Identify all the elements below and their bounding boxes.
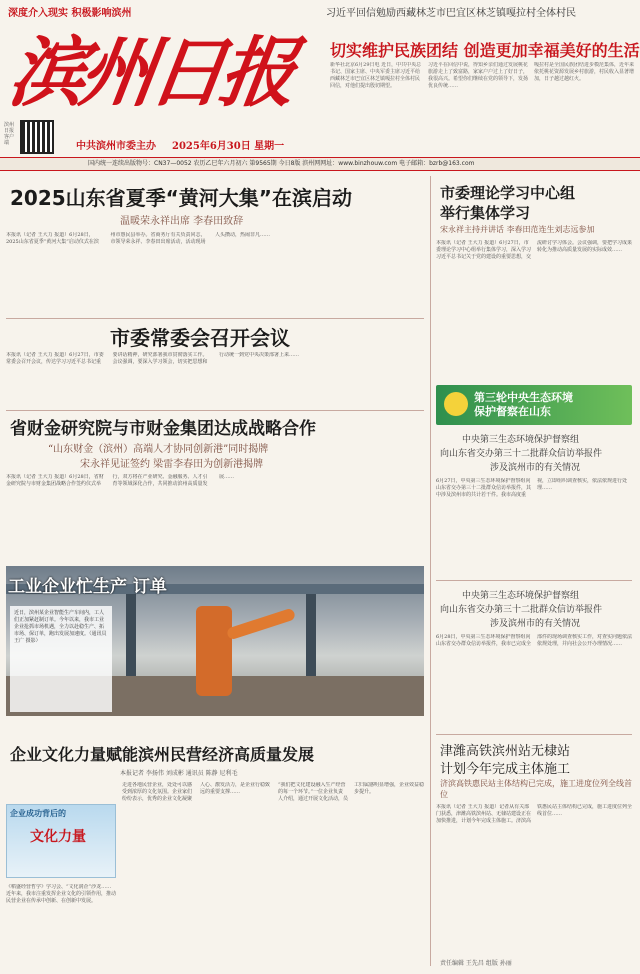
divider: [6, 318, 424, 319]
meeting-body: 本报讯（记者 王大力 报道）6月27日，市委常委会召开会议，传达学习习近平总书记重要讲话精神，研究部署我市贯彻落实工作。会议强调，要深入学习领会，切实把思想和行动统一到党中央决策部署上来……: [6, 352, 300, 366]
finance-subhead-2: 宋永祥见证签约 梁雷李春田为创新港揭牌: [80, 459, 264, 470]
rail-body: 本报讯（记者 王大力 报道）记者从有关部门获悉，津潍高铁滨州站、无棣站建设正在加快推进，计划今年完成主体施工。济滨高铁惠民站主体结构已完成，施工进度位列全线首位……: [436, 804, 632, 825]
rail-subhead: 济滨高铁惠民站主体结构已完成，施工进度位列全线首位: [440, 779, 632, 799]
divider: [436, 580, 632, 581]
qr-caption: 滨州日报客户端: [4, 122, 15, 146]
finance-subhead-1: “山东财金（滨州）高端人才协同创新港”同时揭牌: [48, 444, 269, 455]
culture-illustration-title: 企业成功背后的: [10, 809, 66, 818]
fair-subhead: 温暖荣永祥出席 李春田致辞: [120, 216, 244, 227]
info-bar: 国内统一连续出版物号：CN37—0052 农历乙巳年六月初六 第9565期 今日8版 滨州网网址：www.binzhouw.com 电子邮箱：bzrb@163.com: [0, 157, 640, 171]
fair-body: 本报讯（记者 王大力 报道）6月28日，2025山东省夏季“黄河大集”启动仪式在滨州市惠民县举办。省商务厅有关负责同志，市领导荣永祥、李春田出席活动，活动现场人头攒动，热闹非凡……: [6, 232, 271, 246]
banner-line-1: 第三轮中央生态环境: [474, 391, 573, 404]
banner-line-2: 保护督察在山东: [474, 405, 551, 418]
sponsor-label: 中共滨州市委主办: [76, 141, 156, 152]
culture-body-b: 走进各地民营企业，处处可以感受到浓厚的文化氛围。企业家们纷纷表示，优秀的企业文化凝聚人心、激发活力，是企业行稳致远的重要支撑……: [122, 782, 271, 803]
top-story-kicker: 习近平回信勉励西藏林芝市巴宜区林芝镇嘎拉村全体村民: [326, 8, 576, 19]
inspect1-headline-c: 涉及滨州市的有关情况: [490, 463, 581, 473]
issue-date: 2025年6月30日 星期一: [172, 141, 285, 152]
divider: [436, 734, 632, 735]
eco-badge-icon: [444, 392, 468, 416]
culture-body-a: 《稻盛经营哲学》学习会、“文化润企”沙龙……近年来，我市注重发挥企业文化的引领作用，推动民营企业在传承中创新、在创新中发展。: [6, 884, 116, 905]
fair-headline: 2025山东省夏季“黄河大集”在滨启动: [10, 186, 352, 210]
study-headline-2: 举行集体学习: [440, 204, 531, 222]
masthead: [0, 0, 640, 160]
divider: [6, 410, 424, 411]
photo-title: 工业企业忙生产 订单: [8, 577, 167, 597]
rail-headline-1: 津潍高铁滨州站无棣站: [440, 744, 571, 759]
finance-body: 本报讯（记者 王大力 报道）6月28日，省财金研究院与市财金集团战略合作签约仪式举行，双方将在产业研究、金融服务、人才引育等领域深化合作，共同推动滨州高质量发展……: [6, 474, 235, 488]
inspect1-headline-b: 向山东省交办第三十二批群众信访举报件: [440, 449, 603, 459]
banner-text: [474, 391, 573, 419]
photo-pillar: [126, 594, 136, 684]
rail-headline-2: 计划今年完成主体施工: [440, 762, 571, 777]
top-story-headline: 切实维护民族团结 创造更加幸福美好的生活: [330, 41, 640, 60]
top-story-body-b: 习近平在回信中说，得知乡亲们通过发展桃花旅游走上了致富路，家家户户过上了好日子，我很高兴。希望你们继续在党的领导下，发扬优良传统……: [428, 62, 528, 89]
meeting-headline: 市委常委会召开会议: [110, 326, 290, 350]
masthead-slogan: 深度介入现实 积极影响滨州: [8, 8, 132, 19]
inspect1-body: 6月27日，中央第三生态环境保护督察组向山东省交办第三十二批群众信访举报件，其中涉及滨州市的共计若干件。我市高度重视，立即组织调查核实，依法依规进行处理……: [436, 478, 628, 499]
culture-illustration-word: 文化力量: [30, 829, 86, 845]
robot-arm-base: [196, 606, 232, 696]
photo-pillar: [306, 594, 316, 684]
top-story-body-c: 嘎拉村是全国民族团结进步模范集体，近年来依托桃花资源发展乡村旅游，村民收入显著增加，日子越过越红火。: [534, 62, 634, 82]
photo-caption: 近日，滨州某企业智能生产车间内，工人们正加紧赶制订单。今年以来，我市工业企业抢抓市场机遇，全力以赴稳生产、拓市场、保订单，跑出发展加速度。（通讯员 王广 摄影）: [10, 606, 112, 712]
inspect2-body: 6月28日，中央第三生态环境保护督察组向山东省交办群众信访举报件，我市已完成全部件的现场调查核实工作，对查实问题依法依规处理，并向社会公开办理情况……: [436, 634, 632, 648]
study-subhead: 宋永祥主持并讲话 李春田范连生刘志远参加: [440, 225, 595, 234]
newspaper-logo: 滨州日报: [3, 28, 297, 117]
inspect2-headline-b: 向山东省交办第三十二批群众信访举报件: [440, 605, 603, 615]
finance-headline: 省财金研究院与市财金集团达成战略合作: [10, 419, 316, 439]
study-headline-1: 市委理论学习中心组: [440, 184, 576, 202]
culture-body-c: “我们把文化建设融入生产经营的每一个环节。”一位企业负责人介绍，通过开展文化活动，员工归属感明显增强，企业效益稳步提升。: [278, 782, 424, 803]
culture-headline: 企业文化力量赋能滨州民营经济高质量发展: [10, 745, 315, 764]
inspect1-headline-a: 中央第三生态环境保护督察组: [462, 435, 580, 445]
top-story-body-a: 新华社北京6月29日电 近日，中共中央总书记、国家主席、中央军委主席习近平给西藏林芝市巴宜区林芝镇嘎拉村全体村民回信，对他们提出殷切期望。: [330, 62, 422, 89]
page-footer: 责任编辑 王先昌 组版 孙丽: [440, 960, 512, 967]
inspect2-headline-a: 中央第三生态环境保护督察组: [462, 591, 580, 601]
study-body: 本报讯（记者 王大力 报道）6月27日，市委理论学习中心组举行集体学习，深入学习习近平总书记关于党的建设的重要思想，交流研讨学习体会。会议强调，要把学习成果转化为推动高质量发展的实际成效……: [436, 240, 632, 261]
column-divider: [430, 176, 431, 966]
inspect2-headline-c: 涉及滨州市的有关情况: [490, 619, 581, 629]
culture-byline: 本报记者 李扬伟 刘成彬 通讯员 陈静 尼利毛: [120, 770, 238, 777]
robot-arm: [226, 607, 296, 640]
qr-code-icon: [20, 120, 54, 154]
